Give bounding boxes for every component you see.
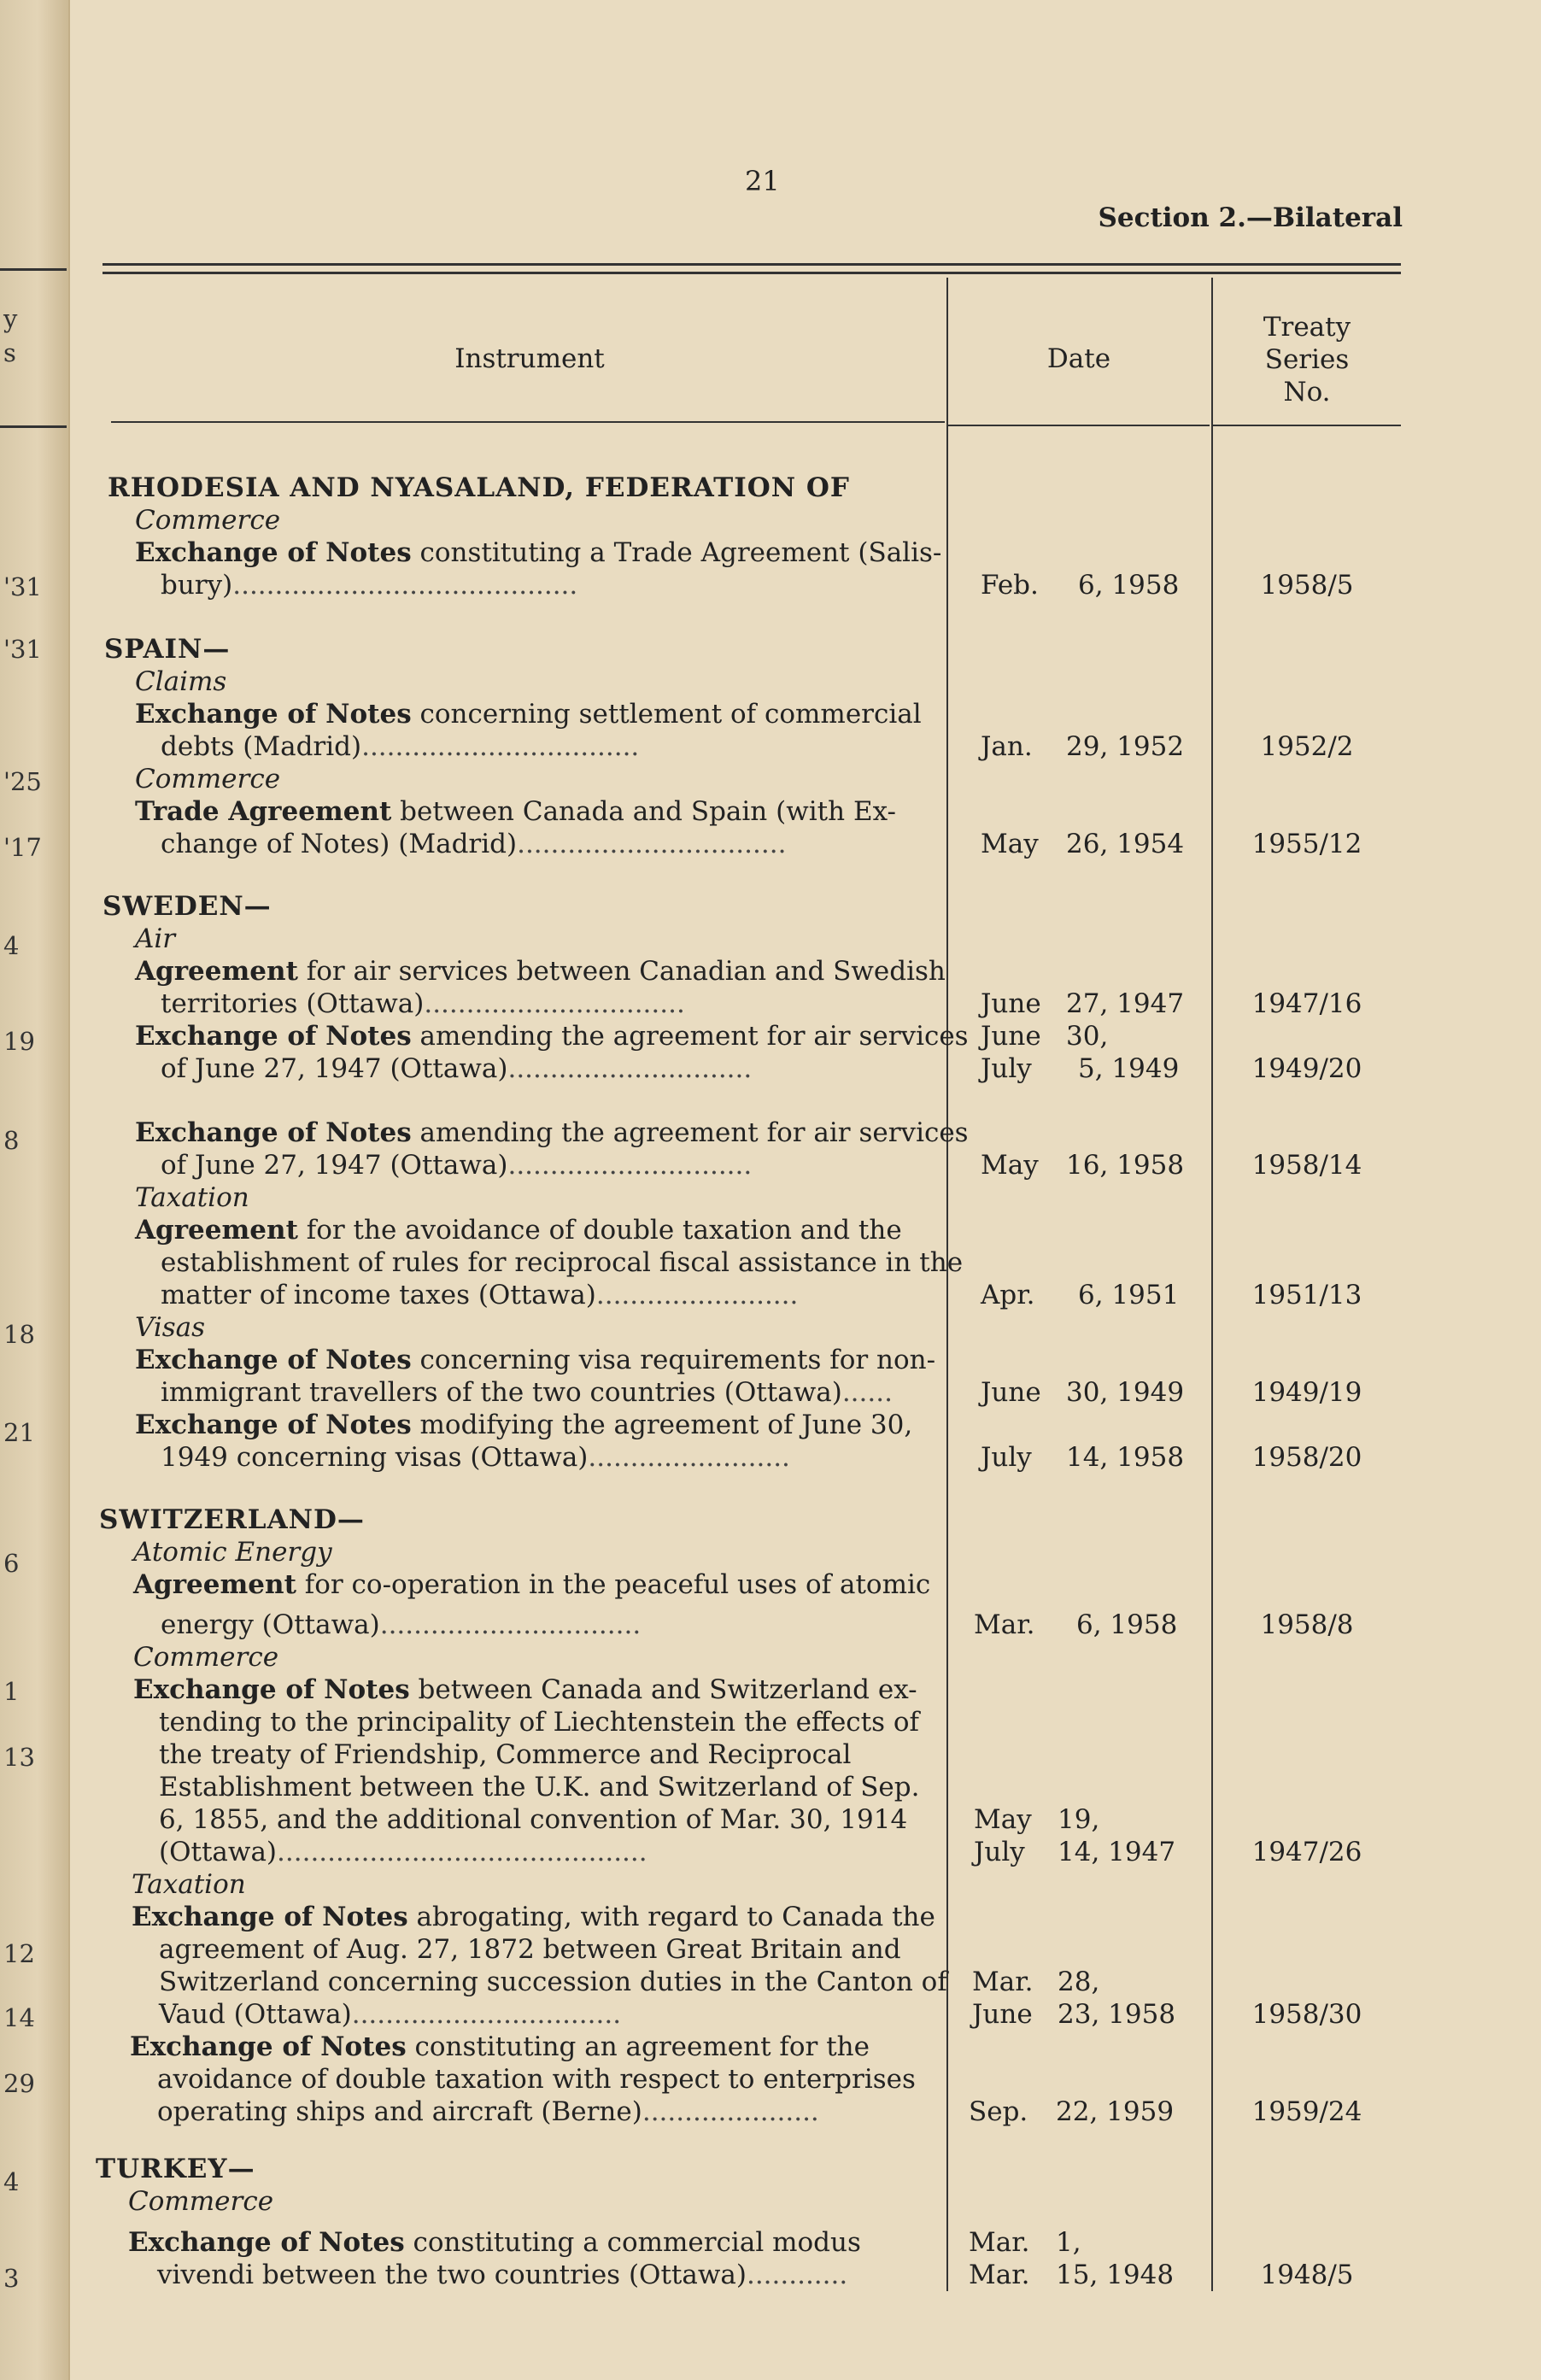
- instrument-line: avoidance of double taxation with respect to enterprises: [157, 2064, 916, 2095]
- date-day-year: 26, 1954: [1066, 829, 1185, 859]
- date-month: July: [981, 1053, 1032, 1084]
- gutter-number: 4: [3, 931, 20, 960]
- date-day-year: 22, 1959: [1056, 2096, 1175, 2127]
- instrument-line: 6, 1855, and the additional convention of Mar. 30, 1914: [159, 1804, 908, 1835]
- date-month: May: [981, 829, 1039, 859]
- date-day-year: 6, 1958: [1076, 1609, 1178, 1640]
- gutter-number: '17: [3, 833, 42, 862]
- country-heading: SWITZERLAND—: [99, 1504, 365, 1535]
- date-month: Mar.: [969, 2227, 1030, 2258]
- date-month: Mar.: [972, 1967, 1034, 1997]
- treaty-series-number: 1958/14: [1251, 1150, 1362, 1181]
- date-month: July: [981, 1442, 1032, 1473]
- treaty-series-number: 1949/19: [1251, 1377, 1362, 1408]
- treaty-series-number: 1958/30: [1251, 1999, 1362, 2030]
- header-treaty-series: Treaty Series No.: [1263, 312, 1351, 407]
- header-rule: [111, 421, 945, 423]
- subject-heading: Atomic Energy: [133, 1537, 332, 1568]
- subject-heading: Commerce: [128, 2186, 274, 2217]
- table-top-rule: [103, 272, 1401, 274]
- subject-heading: Commerce: [135, 505, 281, 536]
- gutter-rule: [0, 268, 67, 271]
- gutter-number: 29: [3, 2069, 35, 2098]
- instrument-line: Trade Agreement between Canada and Spain (with Ex-: [135, 796, 896, 827]
- instrument-line: of June 27, 1947 (Ottawa).............................: [161, 1053, 753, 1084]
- treaty-series-number: 1951/13: [1251, 1280, 1362, 1310]
- treaty-series-number: 1947/26: [1251, 1837, 1362, 1867]
- gutter-header-s: s: [3, 338, 16, 367]
- instrument-line: Exchange of Notes constituting a commercial modus: [128, 2227, 861, 2258]
- gutter-number: 18: [3, 1320, 35, 1349]
- date-day-year: 16, 1958: [1066, 1150, 1185, 1181]
- gutter-number: 4: [3, 2167, 20, 2196]
- date-day-year: 29, 1952: [1066, 731, 1185, 762]
- treaty-series-number: 1948/5: [1260, 2260, 1354, 2290]
- gutter-number: '31: [3, 572, 42, 601]
- table-top-rule: [103, 263, 1401, 266]
- subject-heading: Commerce: [133, 1642, 279, 1673]
- treaty-series-number: 1955/12: [1251, 829, 1362, 859]
- gutter-number: 3: [3, 2264, 20, 2293]
- date-day-year: 30, 1949: [1066, 1377, 1185, 1408]
- date-month: Jan.: [981, 731, 1033, 762]
- treaty-series-number: 1958/5: [1260, 570, 1354, 601]
- gutter-number: 14: [3, 2003, 35, 2032]
- header-rule: [948, 425, 1210, 426]
- instrument-line: tending to the principality of Liechtenstein the effects of: [159, 1707, 920, 1738]
- instrument-line: Exchange of Notes amending the agreement for air services: [135, 1021, 969, 1052]
- country-heading: SWEDEN—: [103, 891, 272, 922]
- date-month: July: [974, 1837, 1025, 1867]
- instrument-line: Exchange of Notes concerning settlement of commercial: [135, 699, 922, 730]
- treaty-series-number: 1959/24: [1251, 2096, 1362, 2127]
- gutter-rule: [0, 425, 67, 428]
- country-heading: RHODESIA AND NYASALAND, FEDERATION OF: [108, 472, 850, 503]
- treaty-series-number: 1952/2: [1260, 731, 1354, 762]
- date-month: June: [981, 1377, 1041, 1408]
- treaty-series-number: 1947/16: [1251, 988, 1362, 1019]
- instrument-line: Exchange of Notes constituting a Trade Agreement (Salis-: [135, 537, 942, 568]
- instrument-line: territories (Ottawa)...............................: [161, 988, 685, 1019]
- header-rule: [1213, 425, 1401, 426]
- instrument-line: change of Notes) (Madrid)................................: [161, 829, 787, 859]
- date-month: May: [981, 1150, 1039, 1181]
- date-day-year: 15, 1948: [1056, 2260, 1175, 2290]
- header-date: Date: [1046, 343, 1111, 374]
- date-day-year: 14, 1958: [1066, 1442, 1185, 1473]
- date-day-year: 5, 1949: [1078, 1053, 1180, 1084]
- instrument-line: immigrant travellers of the two countries (Ottawa)......: [161, 1377, 893, 1408]
- instrument-line: of June 27, 1947 (Ottawa).............................: [161, 1150, 753, 1181]
- treaty-series-number: 1949/20: [1251, 1053, 1362, 1084]
- gutter-number: 1: [3, 1677, 20, 1706]
- gutter-header-y: y: [3, 304, 18, 333]
- date-day-year: 27, 1947: [1066, 988, 1185, 1019]
- date-month: Mar.: [974, 1609, 1035, 1640]
- gutter-number: 21: [3, 1418, 35, 1447]
- instrument-line: vivendi between the two countries (Ottawa)............: [157, 2260, 848, 2290]
- instrument-line: debts (Madrid).................................: [161, 731, 640, 762]
- instrument-line: establishment of rules for reciprocal fiscal assistance in the: [161, 1247, 964, 1278]
- instrument-line: energy (Ottawa)...............................: [161, 1609, 642, 1640]
- country-heading: SPAIN—: [104, 634, 231, 665]
- date-day-year: 14, 1947: [1058, 1837, 1176, 1867]
- treaty-series-number: 1958/20: [1251, 1442, 1362, 1473]
- subject-heading: Commerce: [135, 764, 281, 794]
- subject-heading: Taxation: [132, 1869, 246, 1900]
- date-day-year: 6, 1958: [1078, 570, 1180, 601]
- date-month: Apr.: [981, 1280, 1035, 1310]
- date-month: May: [974, 1804, 1032, 1835]
- date-day-year: 23, 1958: [1058, 1999, 1176, 2030]
- instrument-line: matter of income taxes (Ottawa)........................: [161, 1280, 799, 1310]
- gutter-number: 6: [3, 1549, 20, 1578]
- instrument-line: Exchange of Notes concerning visa requirements for non-: [135, 1345, 936, 1375]
- date-month: Mar.: [969, 2260, 1030, 2290]
- date-month: June: [972, 1999, 1033, 2030]
- gutter-number: '31: [3, 635, 42, 664]
- instrument-line: Agreement for air services between Canadian and Swedish: [135, 956, 946, 987]
- gutter-number: 13: [3, 1743, 35, 1772]
- date-day: 1,: [1056, 2227, 1081, 2258]
- gutter-number: 8: [3, 1126, 20, 1155]
- date-day: 28,: [1058, 1967, 1100, 1997]
- subject-heading: Air: [135, 923, 176, 954]
- instrument-line: bury).........................................: [161, 570, 578, 601]
- instrument-line: Switzerland concerning succession duties in the Canton of: [159, 1967, 947, 1997]
- gutter-number: '25: [3, 767, 42, 796]
- instrument-line: 1949 concerning visas (Ottawa)........................: [161, 1442, 790, 1473]
- date-month: June: [981, 988, 1041, 1019]
- treaty-series-number: 1958/8: [1260, 1609, 1354, 1640]
- subject-heading: Taxation: [135, 1182, 249, 1213]
- instrument-line: Exchange of Notes modifying the agreement of June 30,: [135, 1410, 913, 1440]
- instrument-line: Exchange of Notes amending the agreement for air services: [135, 1117, 969, 1148]
- instrument-line: Agreement for co-operation in the peaceful uses of atomic: [133, 1569, 931, 1600]
- instrument-line: agreement of Aug. 27, 1872 between Great Britain and: [159, 1934, 901, 1965]
- subject-heading: Claims: [135, 666, 227, 697]
- instrument-line: Exchange of Notes between Canada and Switzerland ex-: [133, 1674, 917, 1705]
- gutter-number: 19: [3, 1027, 35, 1056]
- date-day: 19,: [1058, 1804, 1100, 1835]
- instrument-line: Vaud (Ottawa)................................: [159, 1999, 622, 2030]
- instrument-line: Agreement for the avoidance of double taxation and the: [135, 1215, 902, 1246]
- date-day-year: 6, 1951: [1078, 1280, 1180, 1310]
- gutter-number: 12: [3, 1939, 35, 1968]
- section-title: Section 2.—Bilateral: [1098, 202, 1403, 233]
- date-day: 30,: [1066, 1021, 1109, 1052]
- date-month: Feb.: [981, 570, 1039, 601]
- header-instrument: Instrument: [454, 343, 605, 374]
- date-month: June: [981, 1021, 1041, 1052]
- page-number: 21: [745, 165, 780, 197]
- instrument-line: operating ships and aircraft (Berne).....................: [157, 2096, 819, 2127]
- subject-heading: Visas: [135, 1312, 206, 1343]
- country-heading: TURKEY—: [96, 2154, 255, 2184]
- instrument-line: Exchange of Notes constituting an agreement for the: [130, 2031, 870, 2062]
- instrument-line: the treaty of Friendship, Commerce and Reciprocal: [159, 1739, 852, 1770]
- instrument-line: Establishment between the U.K. and Switzerland of Sep.: [159, 1772, 920, 1803]
- date-month: Sep.: [969, 2096, 1028, 2127]
- instrument-line: (Ottawa)............................................: [159, 1837, 647, 1867]
- instrument-line: Exchange of Notes abrogating, with regard to Canada the: [132, 1902, 935, 1932]
